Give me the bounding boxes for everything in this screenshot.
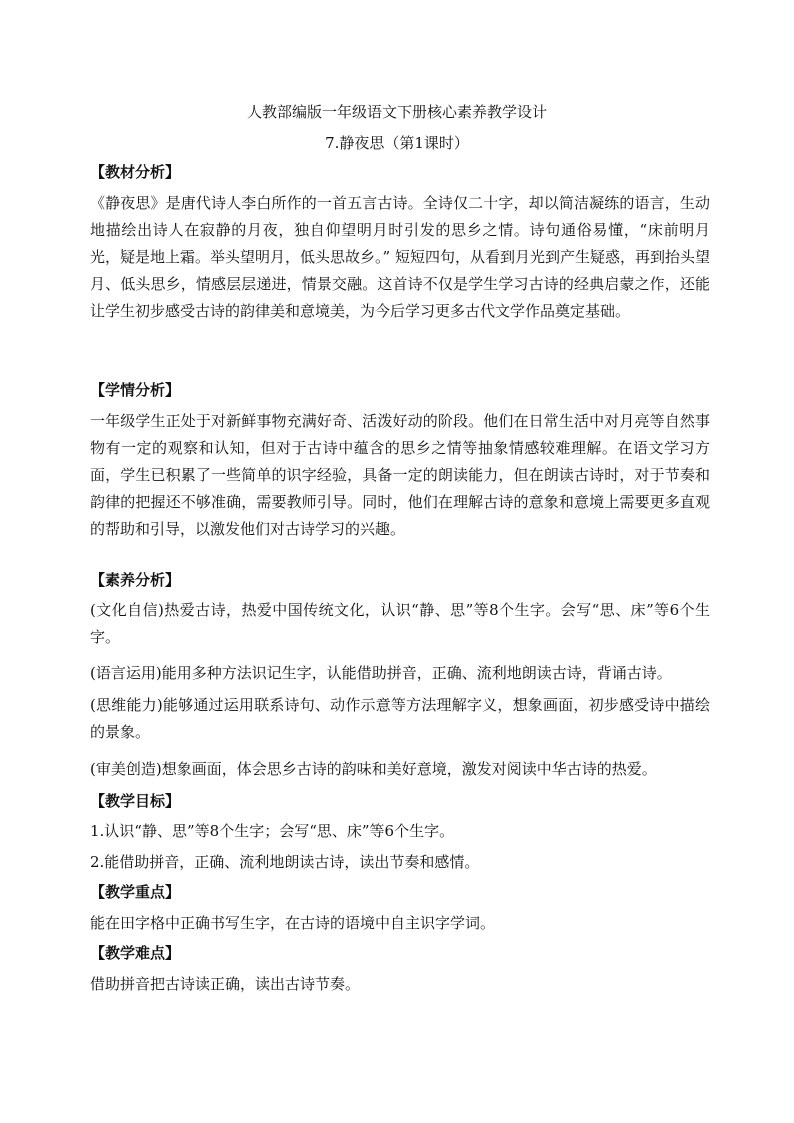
goal-item-1: 1.认识“静、思”等8个生字；会写“思、床”等6个生字。 — [90, 822, 455, 840]
document-subtitle: 7.静夜思（第1课时） — [325, 134, 469, 152]
section-heading-goals: 【教学目标】 — [90, 792, 181, 810]
section-heading-textbook: 【教材分析】 — [90, 163, 181, 181]
section-heading-difficulties: 【教学难点】 — [90, 944, 181, 962]
section-heading-keypoints: 【教学重点】 — [90, 883, 181, 901]
section-heading-literacy: 【素养分析】 — [90, 571, 181, 589]
document-title: 人教部编版一年级语文下册核心素养教学设计 — [246, 103, 547, 121]
section-body-textbook: 《静夜思》是唐代诗人李白所作的一首五言古诗。全诗仅二十字，却以简洁凝练的语言，生动地描绘出诗人在寂静的月夜，独自仰望明月时引发的思乡之情。诗句通俗易懂，“床前明月光，疑是地上霜。举头望明月，低头思故乡。” 短短四句，从看到月光到产生疑惑，再到抬头望月、低头思乡，情感层层递进，情景交融。这首诗不仅是学生学习古诗的经典启蒙之作，还能让学生初步感受古诗的韵律美和意境美，为今后学习更多古代文学作品奠定基础。 — [90, 194, 710, 320]
section-heading-students: 【学情分析】 — [90, 381, 181, 399]
literacy-item-thinking: (思维能力)能够通过运用联系诗句、动作示意等方法理解字义，想象画面，初步感受诗中描绘的景象。 — [90, 696, 710, 741]
goal-item-2: 2.能借助拼音，正确、流利地朗读古诗，读出节奏和感情。 — [90, 853, 480, 871]
section-body-keypoints: 能在田字格中正确书写生字，在古诗的语境中自主识字学词。 — [90, 914, 496, 932]
section-body-difficulties: 借助拼音把古诗读正确，读出古诗节奏。 — [90, 975, 361, 993]
literacy-item-culture: (文化自信)热爱古诗，热爱中国传统文化，认识“静、思”等8个生字。会写“思、床”等6个生字。 — [90, 601, 710, 646]
section-body-students: 一年级学生正处于对新鲜事物充满好奇、活泼好动的阶段。他们在日常生活中对月亮等自然事物有一定的观察和认知，但对于古诗中蕴含的思乡之情等抽象情感较难理解。在语文学习方面，学生已积累了一些简单的识字经验，具备一定的朗读能力，但在朗读古诗时，对于节奏和韵律的把握还不够准确，需要教师引导。同时，他们在理解古诗的意象和意境上需要更多直观的帮助和引导，以激发他们对古诗学习的兴趣。 — [90, 412, 710, 538]
literacy-item-aesthetic: (审美创造)想象画面，体会思乡古诗的韵味和美好意境，激发对阅读中华古诗的热爱。 — [90, 760, 657, 778]
literacy-item-language: (语言运用)能用多种方法识记生字，认能借助拼音，正确、流利地朗读古诗，背诵古诗。 — [90, 664, 672, 682]
